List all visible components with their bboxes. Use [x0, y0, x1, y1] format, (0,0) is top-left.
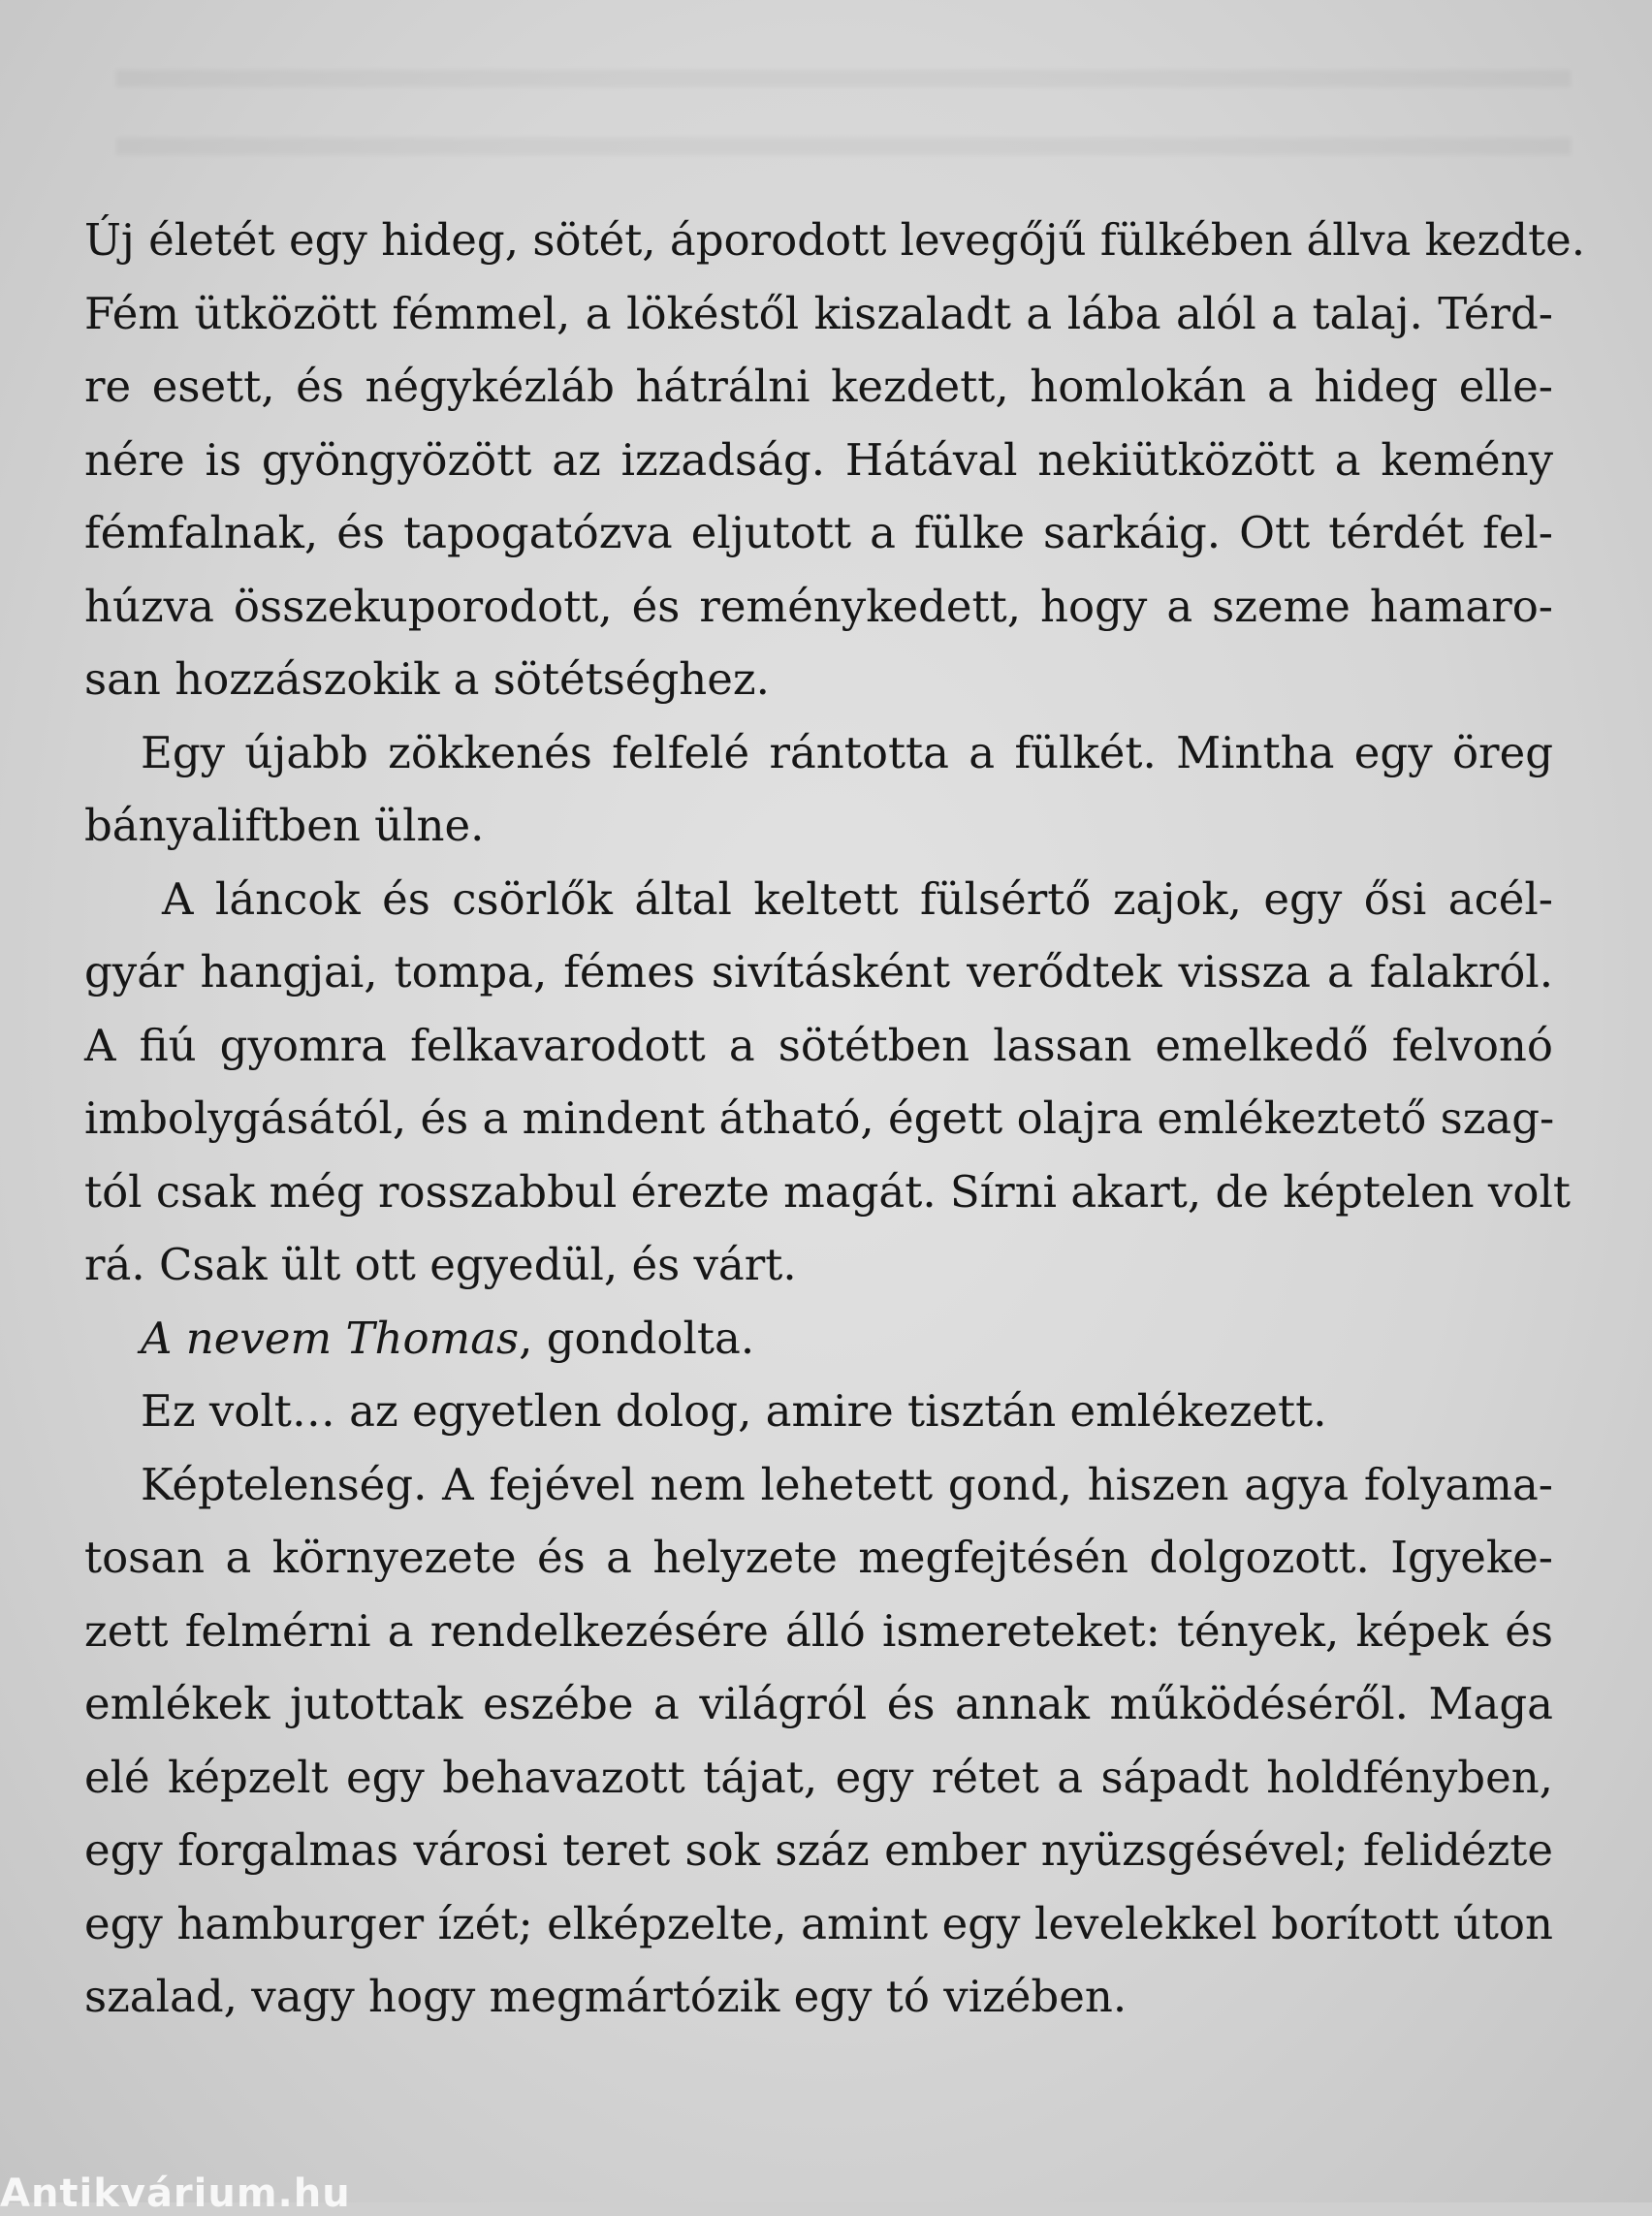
text-line: A láncok és csörlők által keltett fülsértő zajok, egy ősi acél- [162, 872, 1553, 925]
text-line: A fiú gyomra felkavarodott a sötétben lassan emelkedő felvonó [84, 1019, 1553, 1071]
text-line: Képtelenség. A fejével nem lehetett gond, hiszen agya folyama- [141, 1458, 1553, 1510]
text-line: emlékek jutottak eszébe a világról és annak működéséről. Maga [84, 1678, 1553, 1729]
text-line: gyár hangjai, tompa, fémes sivításként verődtek vissza a falakról. [84, 946, 1553, 997]
text-line: egy forgalmas városi teret sok száz ember nyüzsgésével; felidézte [84, 1824, 1553, 1876]
text-line: bányaliftben ülne. [84, 800, 485, 851]
text-line: re esett, és négykézláb hátrálni kezdett, homlokán a hideg elle- [84, 361, 1553, 412]
text-line: Fém ütközött fémmel, a lökéstől kiszaladt a lába alól a talaj. Térd- [84, 287, 1553, 339]
text-line: imbolygásától, és a mindent átható, égett olajra emlékeztető szag- [84, 1092, 1555, 1144]
text-line: Egy újabb zökkenés felfelé rántotta a fülkét. Mintha egy öreg [141, 726, 1553, 778]
text-lines-part2 [84, 1375, 1553, 2034]
text-line: zett felmérni a rendelkezésére álló ismereteket: tények, képek és [84, 1604, 1553, 1657]
text-line: elé képzelt egy behavazott tájat, egy rétet a sápadt holdfényben, [84, 1751, 1553, 1803]
text-line-thought [84, 1302, 1553, 1376]
bleed-through-shadow [116, 19, 1571, 194]
text-line: egy hamburger ízét; elképzelte, amint egy levelekkel borított úton [84, 1897, 1553, 1949]
text-line: san hozzászokik a sötétséghez. [84, 653, 770, 705]
watermark: Antikvárium.hu [0, 2171, 351, 2216]
text-line: Új életét egy hideg, sötét, áporodott levegőjű fülkében állva kezdte. [84, 214, 1586, 266]
text-line: tól csak még rosszabbul érezte magát. Sírni akart, de képtelen volt [84, 1165, 1571, 1218]
text-line: húzva összekuporodott, és reménykedett, hogy a szeme hamaro- [84, 580, 1553, 632]
text-line: tosan a környezete és a helyzete megfejtésén dolgozott. Igyeke- [84, 1532, 1553, 1583]
text-line: szalad, vagy hogy megmártózik egy tó vizében. [84, 1971, 1128, 2022]
text-line: rá. Csak ült ott egyedül, és várt. [84, 1239, 797, 1290]
thought-italic: A nevem Thomas [141, 1312, 520, 1364]
text-line: Ez volt… az egyetlen dolog, amire tisztán emlékezett. [141, 1385, 1327, 1437]
text-line: fémfalnak, és tapogatózva eljutott a fülke sarkáig. Ott térdét fel- [84, 507, 1553, 558]
body-text [84, 204, 1586, 2034]
text-line: nére is gyöngyözött az izzadság. Hátával nekiütközött a kemény [84, 433, 1553, 486]
thought-rest: , gondolta. [519, 1312, 755, 1364]
text-lines-part1 [84, 204, 1586, 1302]
